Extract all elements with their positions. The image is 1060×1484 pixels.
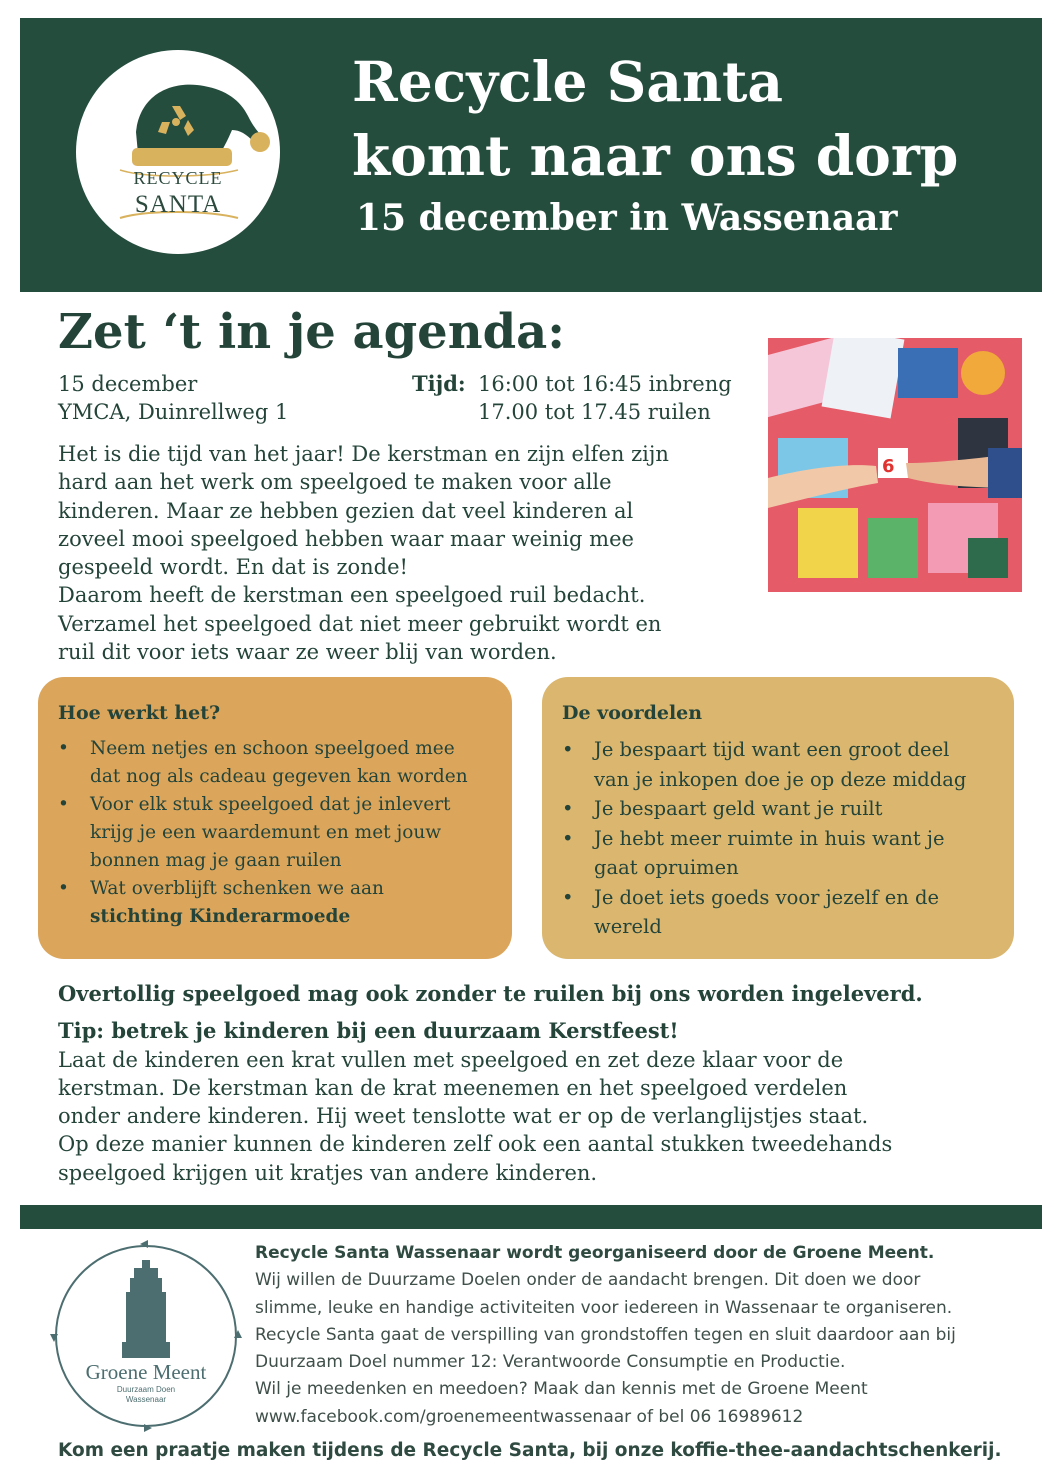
how-it-works-title: Hoe werkt het? (58, 702, 221, 724)
list-item-line: wereld (594, 915, 662, 938)
organizer-info (255, 1240, 1035, 1431)
how-it-works-list (58, 735, 494, 931)
groene-meent-logo (48, 1238, 244, 1434)
list-item-line: gaat opruimen (594, 856, 739, 879)
organizer-line: Wij willen de Duurzame Doelen onder de aandacht brengen. Dit doen we door (255, 1270, 921, 1291)
intro-line: Verzamel het speelgoed dat niet meer gebruikt wordt en (58, 611, 662, 636)
tip-line: Laat de kinderen een krat vullen met speelgoed en zet deze klaar voor de (58, 1047, 844, 1072)
list-item-line-bold: stichting Kinderarmoede (90, 906, 351, 927)
time-ruilen: 17.00 tot 17.45 ruilen (478, 400, 711, 424)
agenda-heading: Zet ‘t in je agenda: (58, 304, 565, 360)
tip-line: Op deze manier kunnen de kinderen zelf ook een aantal stukken tweedehands (58, 1132, 893, 1157)
groene-meent-place: Wassenaar (125, 1395, 167, 1404)
organizer-contact-line: www.facebook.com/groenemeentwassenaar of bel 06 16989612 (255, 1406, 804, 1427)
benefits-list (562, 735, 996, 942)
intro-line: kinderen. Maar ze hebben gezien dat veel kinderen al (58, 498, 634, 523)
organizer-line: Recycle Santa gaat de verspilling van grondstoffen tegen en sluit daardoor aan bij (255, 1324, 956, 1345)
intro-line: gespeeld wordt. En dat is zonde! (58, 555, 408, 580)
list-item (562, 824, 996, 883)
intro-line: Het is die tijd van het jaar! De kerstman en zijn elfen zijn (58, 442, 669, 466)
intro-line: ruil dit voor iets waar ze weer blij van worden. (58, 640, 557, 665)
list-item-line: dat nog als cadeau gegeven kan worden (90, 766, 468, 787)
footer-divider (20, 1205, 1042, 1229)
list-item-line: • Wat overblijft schenken we aan (90, 878, 384, 899)
event-date: 15 december (58, 372, 198, 396)
header-banner (20, 18, 1042, 292)
list-item-line: krijg je een waardemunt en met jouw (90, 822, 442, 843)
title-line-2: komt naar ons dorp (352, 123, 959, 188)
organizer-heading: Recycle Santa Wassenaar wordt georganiseerd door de Groene Meent. (255, 1243, 935, 1263)
list-item-line: • Je bespaart geld want je ruilt (594, 797, 883, 820)
closing-line: Kom een praatje maken tijdens de Recycle Santa, bij onze koffie-thee-aandachtschenkerij. (58, 1440, 1002, 1461)
surplus-notice: Overtollig speelgoed mag ook zonder te ruilen bij ons worden ingeleverd. (58, 981, 923, 1006)
organizer-line: Wil je meedenken en meedoen? Maak dan kennis met de Groene Meent (255, 1379, 868, 1400)
list-item (58, 791, 494, 875)
list-item-line: • Je hebt meer ruimte in huis want je (594, 826, 945, 850)
benefits-box (542, 677, 1014, 959)
intro-text (58, 440, 758, 666)
benefits-title: De voordelen (562, 702, 703, 724)
list-item (58, 875, 494, 931)
tip-title: Tip: betrek je kinderen bij een duurzaam Kerstfeest! (58, 1018, 679, 1044)
list-item-line: • Voor elk stuk speelgoed dat je inlevert (90, 794, 451, 815)
toys-image (768, 338, 1022, 592)
list-item (562, 735, 996, 794)
tip-line: kerstman. De kerstman kan de krat meenemen en het speelgoed verdelen (58, 1075, 848, 1100)
santa-hat-icon (76, 50, 280, 254)
title-line-1: Recycle Santa (352, 49, 784, 114)
list-item-line: • Je bespaart tijd want een groot deel (594, 738, 950, 761)
organizer-line: Duurzaam Doel nummer 12: Verantwoorde Consumptie en Productie. (255, 1352, 846, 1373)
how-it-works-box (38, 677, 512, 959)
time-inbreng: 16:00 tot 16:45 inbreng (478, 372, 732, 396)
groene-meent-name: Groene Meent (85, 1360, 207, 1384)
list-item (58, 735, 494, 791)
recycle-santa-logo (76, 50, 280, 254)
intro-line: zoveel mooi speelgoed hebben waar maar weinig mee (58, 526, 634, 551)
extra-info (58, 980, 1018, 1187)
tip-line: speelgoed krijgen uit kratjes van andere kinderen. (58, 1160, 598, 1185)
intro-line: hard aan het werk om speelgoed te maken voor alle (58, 470, 612, 495)
time-label: Tijd: (412, 371, 466, 396)
logo-text-santa: SANTA (134, 191, 222, 218)
toy-swap-photo (768, 338, 1022, 592)
organizer-line: slimme, leuke en handige activiteiten voor iedereen in Wassenaar te organiseren. (255, 1297, 953, 1318)
event-location: YMCA, Duinrellweg 1 (58, 400, 289, 424)
tower-icon (48, 1238, 244, 1434)
list-item (562, 883, 996, 942)
svg-text:6: 6 (882, 456, 895, 477)
list-item-line: bonnen mag je gaan ruilen (90, 850, 342, 871)
list-item-line: • Neem netjes en schoon speelgoed mee (90, 738, 455, 759)
list-item-line: van je inkopen doe je op deze middag (594, 767, 967, 791)
subtitle: 15 december in Wassenaar (356, 197, 898, 239)
groene-meent-tagline: Duurzaam Doen (116, 1385, 176, 1394)
tip-line: onder andere kinderen. Hij weet tenslotte wat er op de verlanglijstjes staat. (58, 1104, 869, 1129)
intro-line: Daarom heeft de kerstman een speelgoed ruil bedacht. (58, 583, 646, 608)
list-item (562, 794, 996, 824)
logo-text-recycle: RECYCLE (133, 168, 223, 188)
list-item-line: • Je doet iets goeds voor jezelf en de (594, 885, 940, 909)
